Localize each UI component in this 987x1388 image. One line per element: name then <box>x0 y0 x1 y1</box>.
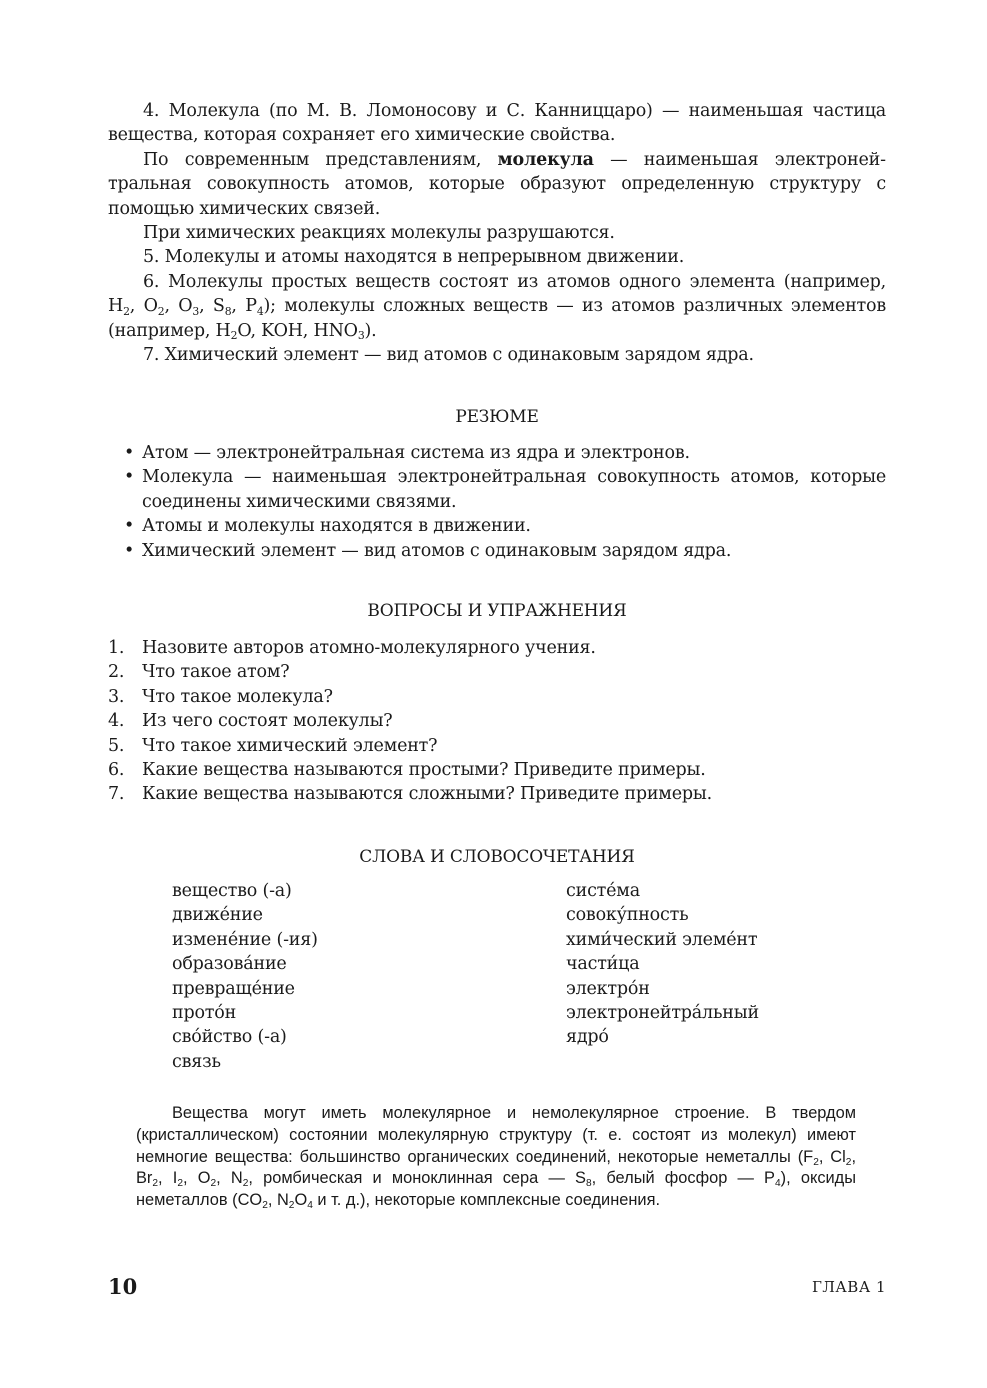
text-run: 6. Молекулы простых веществ состоят из атомов одного элемента (например, H <box>108 272 886 317</box>
vocabulary-word: хими́ческий элеме́нт <box>566 929 758 950</box>
subscript: 2 <box>242 1178 249 1190</box>
question-item <box>108 709 886 733</box>
page-number: 10 <box>108 1274 138 1299</box>
paragraph-simple-complex <box>108 270 886 343</box>
subscript: 2 <box>813 1156 819 1168</box>
question-number: 4. <box>108 711 125 732</box>
chapter-label: ГЛАВА 1 <box>811 1278 886 1296</box>
subscript: 3 <box>357 329 365 343</box>
text-run: , белый фосфор — P <box>591 1169 775 1188</box>
vocabulary-left-column <box>172 879 318 1074</box>
vocabulary-right-column <box>566 879 759 1050</box>
subscript: 2 <box>152 1178 159 1190</box>
vocabulary-word: связь <box>172 1051 221 1072</box>
subscript: 4 <box>775 1178 781 1190</box>
subscript: 2 <box>157 304 165 318</box>
question-item <box>108 734 886 758</box>
vocabulary-word: вещество (-а) <box>172 881 292 901</box>
vocabulary-word: сво́йство (-а) <box>172 1027 287 1048</box>
text-run: , Br <box>136 1147 856 1188</box>
vocabulary-word: измене́ние (-ия) <box>172 929 318 950</box>
summary-item-text: Атомы и молекулы находятся в движении. <box>142 516 531 537</box>
question-text: Назовите авторов атомно-молекулярного учения. <box>142 638 596 658</box>
text-run: ), оксиды неметаллов (CO <box>136 1169 857 1210</box>
subscript: 2 <box>123 304 130 318</box>
vocabulary-word: систе́ма <box>566 881 640 901</box>
summary-item-text: Молекула — наименьшая электронейтральная совокупность атомов, которые соединены химическими связями. <box>142 467 886 512</box>
subscript: 4 <box>307 1200 313 1212</box>
question-text: Из чего состоят молекулы? <box>142 711 393 732</box>
question-number: 3. <box>108 686 125 707</box>
vocabulary-word: прото́н <box>172 1003 237 1024</box>
paragraph-motion: 5. Молекулы и атомы находятся в непрерывном движении. <box>143 247 685 267</box>
question-item <box>108 782 886 806</box>
vocabulary-word: превраще́ние <box>172 978 295 999</box>
text-run: Вещества могут иметь молекулярное и немолекулярное строение. В твердом (кристаллическом) состоянии молекулярную структуру (т. е. состоят из молекул) имеют немногие вещества: большинство органических соединений, некоторые неметаллы (F <box>136 1104 856 1166</box>
summary-item <box>108 465 886 514</box>
subscript: 4 <box>256 304 264 318</box>
bullet-icon: • <box>124 516 135 537</box>
questions-heading: ВОПРОСЫ И УПРАЖНЕНИЯ <box>367 601 627 621</box>
subscript: 2 <box>845 1156 852 1168</box>
text-run: , S <box>199 296 225 317</box>
question-item <box>108 660 886 684</box>
text-run: ). <box>364 320 377 341</box>
subscript: 3 <box>192 304 200 318</box>
question-text: Что такое атом? <box>142 662 290 683</box>
text-run: O, KOH, HNO <box>237 320 358 341</box>
question-item <box>108 685 886 709</box>
text-run: , ромбическая и моноклинная сера — S <box>248 1169 586 1188</box>
text-run: По современным представлениям, <box>143 150 498 170</box>
vocabulary-word: совоку́пность <box>566 905 689 926</box>
vocabulary-word: движе́ние <box>172 905 263 926</box>
question-text: Что такое химический элемент? <box>142 735 438 756</box>
text-run: , O <box>129 296 158 317</box>
summary-item <box>108 539 886 563</box>
summary-item <box>108 514 886 538</box>
text-run: ); молекулы сложных веществ — из атомов различных элементов (например, H <box>108 296 887 341</box>
subscript: 2 <box>210 1178 217 1190</box>
vocabulary-word: образова́ние <box>172 954 287 975</box>
text-run: , P <box>231 296 257 317</box>
subscript: 2 <box>288 1200 295 1212</box>
subscript: 8 <box>224 304 232 318</box>
paragraph-reactions: При химических реакциях молекулы разрушаются. <box>143 223 615 243</box>
summary-item-text: Атом — электронейтральная система из ядра и электронов. <box>142 443 690 463</box>
question-item <box>108 636 886 660</box>
question-text: Что такое молекула? <box>142 686 333 707</box>
vocabulary-word: электронейтра́льный <box>566 1003 759 1024</box>
question-number: 2. <box>108 662 125 683</box>
bold-term: молекула <box>497 150 594 170</box>
subscript: 2 <box>230 329 238 343</box>
bullet-icon: • <box>124 540 135 561</box>
paragraph-chemical-element: 7. Химический элемент — вид атомов с одинаковым зарядом ядра. <box>143 345 754 365</box>
summary-item <box>108 441 886 465</box>
question-text: Какие вещества называются сложными? Приведите примеры. <box>142 784 712 805</box>
summary-heading: РЕЗЮМЕ <box>455 407 539 427</box>
summary-item-text: Химический элемент — вид атомов с одинаковым зарядом ядра. <box>142 540 732 561</box>
vocabulary-heading: СЛОВА И СЛОВОСОЧЕТАНИЯ <box>359 847 635 867</box>
question-number: 1. <box>108 638 125 658</box>
question-text: Какие вещества называются простыми? Приведите примеры. <box>142 760 706 781</box>
questions-list <box>108 636 886 807</box>
subscript: 2 <box>177 1178 183 1190</box>
text-run: , O <box>183 1169 211 1188</box>
subscript: 2 <box>262 1200 268 1212</box>
question-number: 5. <box>108 735 125 756</box>
subscript: 8 <box>585 1178 592 1190</box>
text-run: , Cl <box>818 1147 846 1166</box>
text-run: , N <box>216 1169 243 1188</box>
vocabulary-word: электро́н <box>566 978 650 999</box>
vocabulary-word: ядро́ <box>566 1027 609 1048</box>
question-number: 6. <box>108 760 125 781</box>
text-run: , O <box>164 296 193 317</box>
text-run: — наименьшая электронейтральная совокупность атомов, которые образуют определенную структуру с помощью химических связей. <box>108 150 886 219</box>
bullet-icon: • <box>124 443 135 463</box>
paragraph-molecule-definition: 4. Молекула (по М. В. Ломоносову и С. Канниццаро) — наименьшая частица вещества, которая сохраняет его химические свойства. <box>108 101 886 146</box>
bullet-icon: • <box>124 467 135 488</box>
text-run: O <box>294 1191 308 1210</box>
paragraph-modern-definition <box>108 148 886 221</box>
question-number: 7. <box>108 784 125 805</box>
vocabulary-word: части́ца <box>566 954 640 975</box>
note-paragraph <box>136 1103 856 1212</box>
question-item <box>108 758 886 782</box>
summary-list <box>108 441 886 563</box>
text-run: и т. д.), некоторые комплексные соединения. <box>312 1191 661 1210</box>
text-run: , I <box>158 1169 178 1188</box>
text-run: , N <box>267 1191 289 1210</box>
